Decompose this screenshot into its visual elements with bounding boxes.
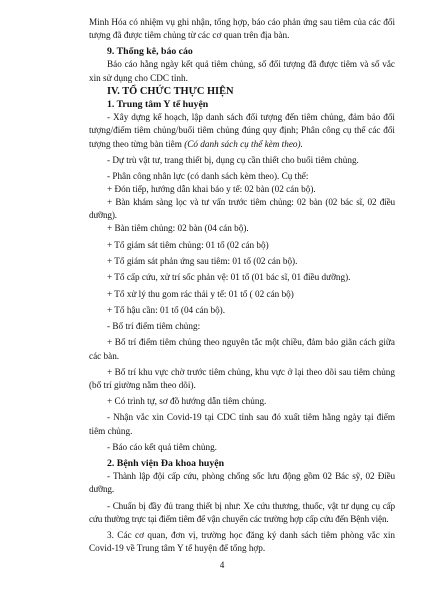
text: 2. Bệnh viện Đa khoa huyện: [107, 458, 225, 470]
italic-note: (Có danh sách cụ thể kèm theo).: [184, 138, 303, 149]
text: - Xây dựng kế hoạch, lập danh sách đối tượng đến tiêm chủng, đảm bảo đối tượng/điểm tiêm chủng/buổi tiêm chủng đúng quy định; Phân công cụ thể các đối tượng theo từng bàn tiêm: [89, 112, 395, 149]
paragraph: [89, 196, 395, 222]
paragraph: [89, 441, 395, 454]
text: + Có trình tự, sơ đồ hướng dẫn tiêm chủng.: [107, 396, 267, 407]
section-heading: [89, 85, 395, 99]
paragraph: [89, 529, 395, 555]
paragraph: [89, 170, 395, 183]
paragraph: [89, 500, 395, 526]
paragraph: [89, 336, 395, 362]
text: + Tổ giám sát tiêm chủng: 01 tổ (02 cán bộ): [107, 239, 269, 250]
text: + Tổ giám sát phản ứng sau tiêm: 01 tổ (02 cán bộ).: [107, 256, 298, 267]
page-number: 4: [219, 560, 225, 570]
paragraph: [89, 320, 395, 333]
text: IV. TỔ CHỨC THỰC HIỆN: [107, 85, 234, 97]
paragraph: [89, 288, 395, 301]
paragraph: [89, 470, 395, 496]
text: + Đón tiếp, hướng dẫn khai báo y tế: 02 bàn (02 cán bộ).: [107, 184, 316, 195]
paragraph: [89, 395, 395, 408]
paragraph: [89, 16, 395, 42]
text: 9. Thống kê, báo cáo: [107, 46, 193, 58]
subsection-heading: [89, 98, 395, 111]
text: - Thành lập đội cấp cứu, phòng chống sốc lưu động gồm 02 Bác sỹ, 02 Điều dưỡng.: [89, 471, 395, 495]
paragraph: [89, 111, 395, 150]
paragraph: [89, 366, 395, 392]
text: Báo cáo hằng ngày kết quả tiêm chủng, số đối tượng đã được tiêm và số vắc xin sử dụng cho CDC tỉnh.: [89, 59, 395, 83]
text: - Phân công nhân lực (có danh sách kèm theo). Cụ thể:: [107, 171, 309, 182]
paragraph: [89, 411, 395, 437]
text: - Dự trù vật tư, trang thiết bị, dụng cụ cần thiết cho buổi tiêm chủng.: [107, 154, 359, 165]
text: + Bàn tiêm chủng: 02 bàn (04 cán bộ).: [107, 223, 249, 234]
text: - Chuẩn bị đầy đủ trang thiết bị như: Xe cứu thương, thuốc, vật tư dụng cụ cấp cứu thường trực tại điểm tiêm để vận chuyển các trường hợp cấp cứu đến Bệnh viện.: [89, 500, 395, 524]
text: + Tổ xử lý thu gom rác thải y tế: 01 tổ ( 02 cán bộ): [107, 288, 294, 299]
paragraph: [89, 222, 395, 235]
text: 1. Trung tâm Y tế huyện: [107, 99, 209, 111]
paragraph: [89, 271, 395, 284]
document-body: [89, 16, 395, 555]
text: 3. Các cơ quan, đơn vị, trường học đăng ký danh sách tiêm phòng vắc xin Covid-19 về Trung tâm Y tế huyện để tổng hợp.: [89, 529, 395, 554]
subsection-heading: [89, 45, 395, 58]
text: - Nhận vắc xin Covid-19 tại CDC tỉnh sau đó xuất tiêm hằng ngày tại điểm tiêm chủng.: [89, 412, 395, 436]
text: + Tổ hậu cần: 01 tổ (04 cán bộ).: [107, 304, 226, 315]
text: Minh Hóa có nhiệm vụ ghi nhận, tổng hợp, báo cáo phản ứng sau tiêm của các đối tượng đã được tiêm chủng từ các cơ quan trên địa bàn.: [89, 17, 395, 41]
text: + Bàn khám sàng lọc và tư vấn trước tiêm chủng: 02 bàn (02 bác sĩ, 02 điều dưỡng).: [89, 197, 395, 221]
paragraph: [89, 255, 395, 268]
text: - Bố trí điểm tiêm chủng:: [107, 321, 201, 332]
paragraph: [89, 239, 395, 252]
paragraph: [89, 183, 395, 196]
paragraph: [89, 58, 395, 84]
paragraph: [89, 304, 395, 317]
text: + Tổ cấp cứu, xử trí sốc phản vệ: 01 tổ (01 bác sĩ, 01 điều dưỡng).: [107, 272, 351, 283]
paragraph: [89, 154, 395, 167]
subsection-heading: [89, 457, 395, 470]
text: - Báo cáo kết quả tiêm chủng.: [107, 441, 217, 452]
text: + Bố trí điểm tiêm chủng theo nguyên tắc một chiều, đảm bảo giãn cách giữa các bàn.: [89, 337, 395, 361]
text: + Bố trí khu vực chờ trước tiêm chủng, khu vực ở lại theo dõi sau tiêm chủng (bố trí giường nằm theo dõi).: [89, 366, 395, 390]
